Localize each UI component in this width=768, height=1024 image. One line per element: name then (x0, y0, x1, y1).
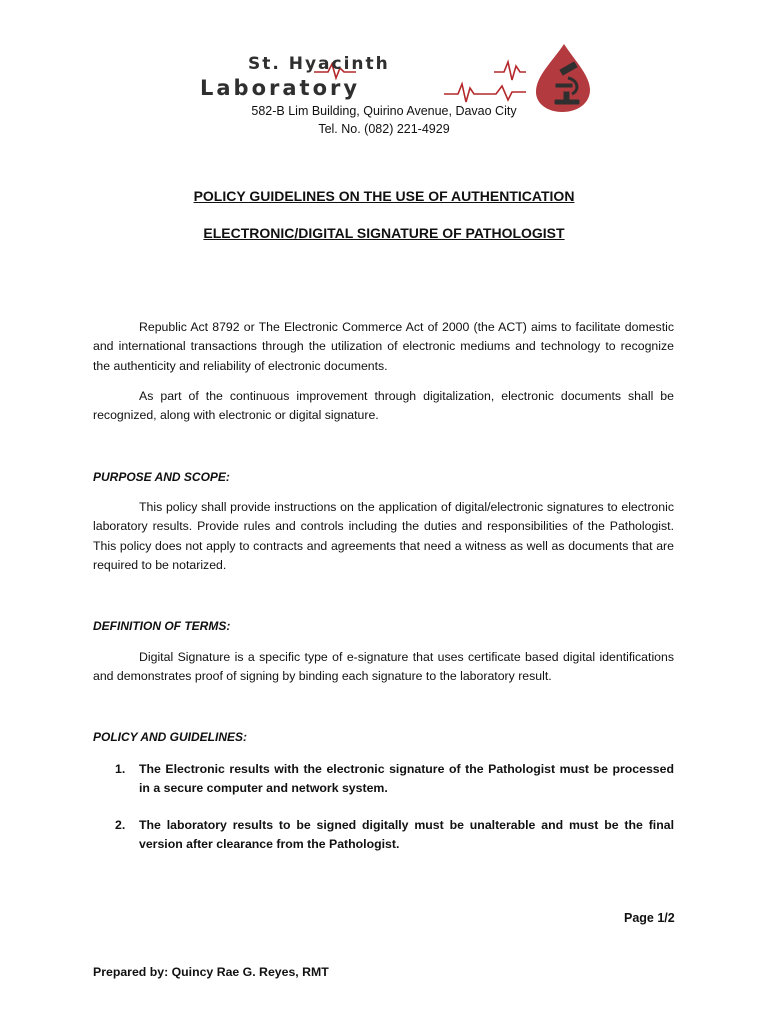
purpose-paragraph: This policy shall provide instructions on the application of digital/electronic signatures to electronic laboratory results. Provide rules and controls including the duties and responsibilities of the Pathologist. This policy does not apply to contracts and agreements that need a witness as well as documents that are required to be notarized. (93, 500, 674, 572)
address-line: 582-B Lim Building, Quirino Avenue, Davao City (251, 104, 517, 118)
section-heading-purpose: PURPOSE AND SCOPE: (93, 470, 230, 484)
section-heading-policy: POLICY AND GUIDELINES: (93, 730, 248, 744)
lab-logo (196, 40, 596, 112)
logo-text-line2: Laboratory (200, 76, 361, 100)
phone-line: Tel. No. (082) 221-4929 (318, 122, 450, 136)
policy-list-item (115, 760, 674, 799)
logo-text-line1: St. Hyacinth (248, 54, 390, 74)
list-item-text: The Electronic results with the electronic signature of the Pathologist must be processed in a secure computer and network system. (139, 762, 674, 796)
definitions-paragraph: Digital Signature is a specific type of e-signature that uses certificate based digital identifications and demonstrates proof of signing by binding each signature to the laboratory result. (93, 650, 674, 684)
prepared-by: Prepared by: Quincy Rae G. Reyes, RMT (93, 965, 329, 979)
document-title-line2: ELECTRONIC/DIGITAL SIGNATURE OF PATHOLOGIST (203, 225, 565, 241)
section-heading-definitions: DEFINITION OF TERMS: (93, 619, 231, 633)
list-item-number: 2. (115, 818, 126, 832)
intro-paragraph-2: As part of the continuous improvement through digitalization, electronic documents shall be recognized, along with electronic or digital signature. (93, 389, 674, 423)
list-item-number: 1. (115, 762, 126, 776)
page-number: Page 1/2 (624, 911, 675, 925)
document-title-line1: POLICY GUIDELINES ON THE USE OF AUTHENTICATION (193, 188, 575, 204)
list-item-text: The laboratory results to be signed digitally must be unalterable and must be the final version after clearance from the Pathologist. (139, 818, 674, 852)
intro-paragraph-1: Republic Act 8792 or The Electronic Commerce Act of 2000 (the ACT) aims to facilitate domestic and international transactions through the utilization of electronic mediums and technology to recognize the authenticity and reliability of electronic documents. (93, 320, 674, 373)
policy-list-item (115, 816, 674, 855)
